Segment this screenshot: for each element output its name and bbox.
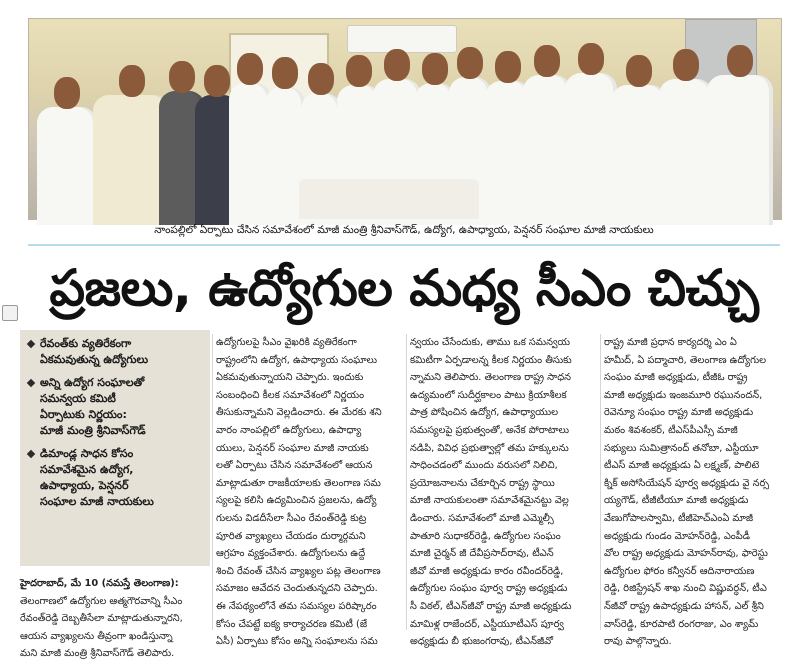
highlight-line: డిమాండ్ల సాధన కోసం [40,447,134,460]
body-line: తీసుకున్నామని వెల్లడించారు. ఈ మేరకు శని [216,407,382,419]
body-line: వాస్‌రెడ్డి, కూరపాటి రంగరాజు, ఎం శ్యామ్‌ [604,618,759,630]
body-line: శించి రేవంత్‌ చేసిన వ్యాఖ్యల పట్ల తెలంగాణ [216,565,381,577]
body-line: మని మాజీ మంత్రి శ్రీనివాస్‌గౌడ్‌ తెలిపారు. [20,648,175,660]
body-line: ఏసీ) ఏర్పాటు కోసం అన్ని సంఘాలను సమ [216,636,378,648]
article-column-3 [604,334,784,648]
body-line: న్‌జీవో రాష్ట్ర ఉపాధ్యక్షుడు హాసన్‌, ఎల్‌ శ్రీని [604,600,764,612]
body-line: రాష్ట్రంలోని ఉద్యోగ, ఉపాధ్యాయ సంఘాలు [216,354,377,366]
body-line: డించారు. సమావేశంలో మాజీ ఎమ్మెల్సీ [410,512,554,524]
highlight-line: అన్ని ఉద్యోగ సంఘాలతో [40,376,145,389]
body-line: న్నామని తెలిపారు. తెలంగాణ రాష్ట్ర సాధన [410,372,572,384]
body-line: పాత్ర పోషించిన ఉద్యోగ, ఉపాధ్యాయుల [410,407,559,419]
body-line: రాష్ట్ర మాజీ ప్రధాన కార్యదర్శి ఎం ఏ [604,337,737,348]
photo-person [37,107,97,225]
body-line: ఆయన వ్యాఖ్యలను తీవ్రంగా ఖండిస్తున్నా [20,630,173,642]
body-line: ఉద్యమంలో సుదీర్ఘకాలం పాటు క్రియాశీలక [410,389,567,401]
highlight-item [28,336,202,368]
body-line: పూరిత వ్యాఖ్యలు చేయడం దుర్మార్గమని [216,530,366,542]
body-line: మామిళ్ల రాజేందర్‌, ఎస్టీయూటీఎస్‌ పూర్వ [410,618,564,630]
body-line: సమస్యలపై ప్రభుత్వంతో, అనేక పోరాటాలు [410,424,569,436]
dateline: హైదరాబాద్‌, మే 10 (నమస్తే తెలంగాణ): [20,578,179,589]
photo-person [565,73,617,225]
body-line: మాజీ అధ్యక్షుడు ఇంజమూరి రఘునందన్‌, [604,389,763,401]
highlight-line: సమావేశమైన ఉద్యోగ, [40,463,134,476]
body-line: రేవంత్‌రెడ్డి దెబ్బతీసేలా మాట్లాడుతున్నారని, [20,613,183,625]
highlight-item [28,375,202,439]
body-line: సంబంధించి కీలక సమావేశంలో నిర్ణయం [216,389,365,401]
column-divider [406,334,407,630]
body-line: సాధించడంలో ముందు వరుసలో నిలిచి, [410,460,558,472]
body-line: ఉద్యోగులపై సీఎం వైఖరికి వ్యతిరేకంగా [216,337,357,348]
diamond-bullet-icon [27,340,35,348]
highlight-line: ఉపాధ్యాయ, పెన్షనర్‌ [40,479,129,492]
photo-person [707,75,773,225]
body-line: ప్రయోజనాలను చేకూర్చిన రాష్ట్ర స్థాయి [410,477,555,489]
article-column-2 [410,334,598,648]
body-line: వేణుగోపాలస్వామి, టీజీహెచ్‌ఎంఏ మాజీ [604,512,754,524]
highlight-line: మాజీ మంత్రి శ్రీనివాస్‌గౌడ్‌ [40,424,146,437]
body-line: క్నిక్‌ అసోసియేషన్‌ పూర్వ అధ్యక్షుడు వై నర్స [604,477,770,489]
body-line: మాట్లాడుతూ రాజకీయాలకు తెలంగాణ సమ [216,477,381,489]
photo-person [659,79,713,225]
headline: ప్రజలు, ఉద్యోగుల మధ్య సీఎం చిచ్చు [49,259,759,317]
highlight-line: సంఘాల మాజీ నాయకులు [40,495,154,508]
body-line: య్యగౌడ్‌, టీజీటీయూ మాజీ అధ్యక్షుడు [604,495,749,507]
body-line: సీ విఠల్‌, టీఎన్‌జీవో రాష్ట్ర మాజీ అధ్యక్షుడు [410,600,572,612]
body-line: యులు, పెన్షనర్‌ సంఘాల మాజీ నాయకు [216,442,369,454]
body-line: గులను విడదీసేలా సీఎం రేవంత్‌రెడ్డి కుట్ర [216,512,367,524]
body-line: పాతూరి సుధాకర్‌రెడ్డి, ఉద్యోగుల సంఘం [410,530,561,542]
body-line: ఉద్యోగుల ఫోరం కన్వీనర్‌ ఆదినారాయణ [604,565,755,577]
diamond-bullet-icon [27,379,35,387]
column-divider [600,334,601,630]
body-line: రెవెన్యూ సంఘం రాష్ట్ర మాజీ అధ్యక్షుడు [604,407,754,419]
body-line: న్వయం చేసేందుకు, తాము ఒక సమన్వయ [410,337,571,348]
body-line: జీవో మాజీ అధ్యక్షుడు కారం రవీందర్‌రెడ్డి, [410,565,564,577]
body-line: మఠం శివశంకర్‌, టీఎస్‌పీఎస్సీ మాజీ [604,424,738,436]
body-line: సంఘం మాజీ అధ్యక్షుడు, టీజీఓ రాష్ట్ర [604,372,748,384]
body-line: ఏకమవుతున్నాయని చెప్పారు. ఇందుకు [216,372,364,384]
caption-rule [28,244,780,246]
diamond-bullet-icon [27,450,35,458]
body-line: రావు పాల్గొన్నారు. [604,636,672,648]
body-line: అధ్యక్షుడు గుండం మోహన్‌రెడ్డి, ఎంపీడీ [604,530,750,542]
article-column-1 [216,334,404,648]
body-line: ఆగ్రహం వ్యక్తంచేశారు. ఉద్యోగులను ఉద్దే [216,548,366,560]
body-line: మాజీ చైర్మన్‌ జీ దేవీప్రసాద్‌రావు, టీఎన్‌ [410,548,554,560]
highlight-item [28,446,202,510]
photo-person [523,75,571,225]
lead-column [20,575,212,660]
highlight-line: ఏర్పాటుకు నిర్ణయం: [40,408,127,421]
body-line: అధ్యక్షుడు బీ భుజంగరావు, టీఎన్‌జీవో [410,636,554,648]
highlights-box [20,330,210,566]
body-line: రెడ్డి, రిజిస్ట్రేషన్‌ శాఖ నుంచి విష్ణువర్ధన్‌, టీఎ [604,583,767,595]
highlight-line: రేవంత్‌కు వ్యతిరేకంగా [40,337,132,350]
body-line: సభ్యులు సుమిత్రానంద్‌ తనోబా, ఎస్టీయూ [604,442,759,454]
body-line: హమీద్‌, ఏ పద్మాచారి, తెలంగాణ ఉద్యోగుల [604,354,767,366]
photo-caption: నాంపల్లిలో ఏర్పాటు చేసిన సమావేశంలో మాజీ మంత్రి శ్రీనివాస్‌గౌడ్‌, ఉద్యోగ, ఉపాధ్యాయ, పెన్షనర్‌ సంఘాల మాజీ నాయకులు [154,224,654,236]
body-line: స్యలపై కలిసి ఉద్యమించిన ప్రజలను, ఉద్యో [216,495,377,507]
photo-table [299,179,479,219]
highlight-line: ఏకమవుతున్న ఉద్యోగులు [40,353,149,366]
body-line: ఈ నేపథ్యంలోనే తమ సమస్యల పరిష్కారం [216,600,377,612]
body-line: తెలంగాణలో ఉద్యోగుల ఆత్మగౌరవాన్ని సీఎం [20,595,183,607]
body-line: వారం నాంపల్లిలో ఉద్యోగులు, ఉపాధ్యా [216,424,362,436]
body-line: ఉద్యోగుల సంఘం పూర్వ రాష్ట్ర అధ్యక్షుడు [410,583,568,595]
column-divider [212,334,213,630]
body-line: టీఎస్‌ మాజీ అధ్యక్షుడు ఏ లక్ష్మణ్‌, పాలిటె [604,460,760,472]
share-icon [2,305,18,321]
body-line: కమిటీగా ఏర్పడాలన్న కీలక నిర్ణయం తీసుకు [410,354,572,366]
highlight-line: సమన్వయ కమిటీ [40,392,116,405]
body-line: సమాజం ఆవేదన చెందుతున్నదని చెప్పారు. [216,583,378,595]
body-line: వోల రాష్ట్ర అధ్యక్షుడు మోహన్‌రావు, ఫారెస్టు [604,548,768,560]
body-line: నడిపి, వివిధ ప్రభుత్వాల్లో తమ హక్కులను [410,442,569,454]
body-line: కోసం చేపట్టే ఐక్య కార్యాచరణ కమిటీ (జే [216,618,368,630]
body-line: మాజీ నాయకులంతా సమావేశమైనట్టు వెల్ల [410,495,569,507]
body-line: లతో ఏర్పాటు చేసిన సమావేశంలో ఆయన [216,460,373,472]
news-photo [28,18,782,220]
